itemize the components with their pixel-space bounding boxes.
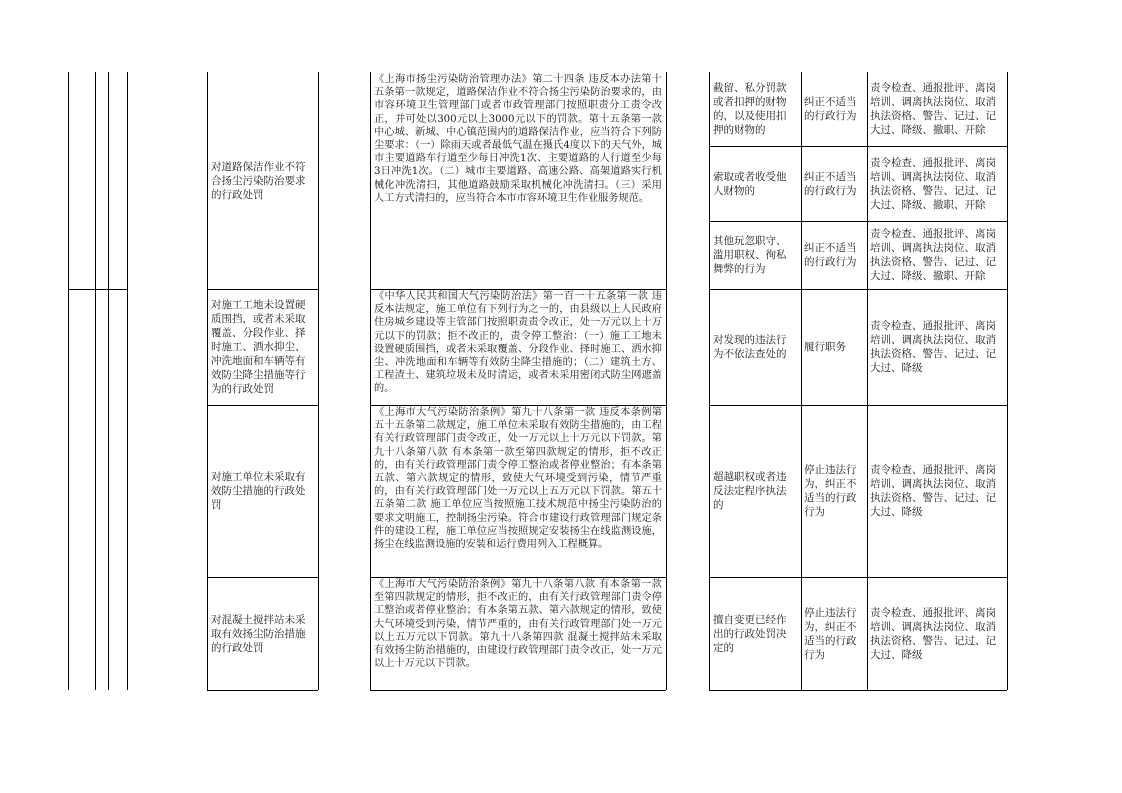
situation-cell: 超越职权或者违 反法定程序执法 的: [713, 471, 787, 511]
situation-cell: 对发现的违法行 为不依法查处的: [713, 334, 787, 360]
item-cell: 对道路保洁作业不符 合扬尘污染防治要求 的行政处罚: [211, 160, 306, 201]
handling-type-cell: 停止违法行 为，纠正不 适当的行政 行为: [804, 606, 857, 661]
basis-cell: 《上海市大气污染防治条例》第九十八条第一款 违反本条例第五十五条第二款规定，施工单位未采取有效防尘措施的，由工程有关行政管理部门责令改正，处一万元以上十万元以下罚款。第九十八条第八款 有本条第一款至第四款规定的情形，拒不改正的，由有关行政管理部门责令停工整治或者停业整治；有本条第五款、第六款规定的情形，致使大气环境受到污染，情节严重的，由有关行政管理部门处一万元以上五万元以下罚款。第五十五条第二款 施工单位应当按照施工技术规范中扬尘污染防治的要求文明施工，控制扬尘污染。符合市建设行政管理部门规定条件的建设工程，施工单位应当按照规定安装扬尘在线监测设施，扬尘在线监测设施的安装和运行费用列入工程概算。: [374, 407, 662, 551]
basis-col-right: [666, 72, 667, 690]
col-line: [127, 72, 128, 690]
handling-type-cell: 纠正不适当 的行政行为: [804, 170, 857, 197]
penalty-cell: 责令检查、通报批评、离岗 培训、调离执法岗位、取消 执法资格、警告、记过、记 大过、降级: [870, 320, 996, 374]
basis-cell: 《中华人民共和国大气污染防治法》第一百一十五条第一款 违反本法规定，施工单位有下列行为之一的，由县级以上人民政府住房城乡建设等主管部门按照职责责令改正，处一万元以上十万元以下的罚款；拒不改正的，责令停工整治：（一）施工工地未设置硬质围挡，或者未采取覆盖、分段作业、择时施工、洒水抑尘、冲洗地面和车辆等有效防尘降尘措施的；（二）建筑土方、工程渣土、建筑垃圾未及时清运，或者未采用密闭式防尘网遮盖的。: [374, 291, 662, 395]
penalty-cell: 责令检查、通报批评、离岗 培训、调离执法岗位、取消 执法资格、警告、记过、记 大过、降级、撤职、开除: [870, 228, 996, 282]
item-cell: 对施工单位未采取有 效防尘措施的行政处 罚: [211, 471, 306, 511]
resp-row-line: [709, 690, 1007, 691]
penalty-cell: 责令检查、通报批评、离岗 培训、调离执法岗位、取消 执法资格、警告、记过、记 大过、降级: [870, 606, 996, 661]
resp-col-line: [1007, 72, 1008, 690]
penalty-cell: 责令检查、通报批评、离岗 培训、调离执法岗位、取消 执法资格、警告、记过、记 大过、降级: [870, 464, 996, 518]
item-col-right: [318, 72, 319, 690]
situation-cell: 截留、私分罚款 或者扣押的财物 的，以及使用扣 押的财物的: [713, 82, 787, 136]
penalty-cell: 责令检查、通报批评、离岗 培训、调离执法岗位、取消 执法资格、警告、记过、记 大过、降级、撤职、开除: [870, 156, 996, 211]
handling-type-cell: 纠正不适当 的行政行为: [804, 242, 857, 268]
item-row-line: [207, 690, 318, 691]
item-cell: 对施工工地未设置硬 质围挡，或者未采取 覆盖、分段作业、择 时施工、洒水抑尘、 冲洗地面和车辆等有 效防尘降尘措施等行 为的行政处罚: [211, 299, 306, 395]
penalty-cell: 责令检查、通报批评、离岗 培训、调离执法岗位、取消 执法资格、警告、记过、记 大过、降级、撤职、开除: [870, 82, 996, 136]
basis-row-line: [370, 690, 666, 691]
handling-type-cell: 纠正不适当 的行政行为: [804, 96, 857, 122]
situation-cell: 擅自变更已经作 出的行政处罚决 定的: [713, 613, 787, 654]
item-cell: 对混凝土搅拌站未采 取有效扬尘防治措施 的行政处罚: [211, 613, 306, 654]
situation-cell: 索取或者收受他 人财物的: [713, 170, 787, 197]
section-divider: [68, 289, 127, 290]
basis-cell: 《上海市大气污染防治条例》第九十八条第八款 有本条第一款至第四款规定的情形，拒不改正的，由有关行政管理部门责令停工整治或者停业整治；有本条第五款、第六款规定的情形，致使大气环境受到污染，情节严重的，由有关行政管理部门处一万元以上五万元以下罚款。第九十八条第四款 混凝土搅拌站未采取有效扬尘防治措施的，由建设行政管理部门责令改正，处一万元以上十万元以下罚款。: [374, 579, 662, 670]
handling-type-cell: 履行职务: [804, 341, 846, 353]
col-line: [68, 72, 69, 690]
situation-cell: 其他玩忽职守、 滥用职权、徇私 舞弊的行为: [713, 235, 787, 275]
handling-type-cell: 停止违法行 为，纠正不 适当的行政 行为: [804, 464, 857, 518]
col-line: [95, 72, 96, 690]
col-line: [108, 72, 109, 690]
basis-cell: 《上海市扬尘污染防治管理办法》第二十四条 违反本办法第十五条第一款规定，道路保洁作业不符合扬尘污染防治要求的，由市容环境卫生管理部门或者市政管理部门按照职责分工责令改正，并可处以300元以上3000元以下的罚款。第十五条第一款 中心城、新城、中心镇范围内的道路保洁作业，应当符合下列防尘要求：（一）除雨天或者最低气温在摄氏4度以下的天气外，城市主要道路车行道至少每日冲洗1次、主要道路的人行道至少每3日冲洗1次。（二）城市主要道路、高速公路、高架道路实行机械化冲洗清扫，其他道路鼓励采取机械化冲洗清扫。（三）采用人工方式清扫的，应当符合本市市容环境卫生作业服务规范。: [374, 74, 662, 204]
